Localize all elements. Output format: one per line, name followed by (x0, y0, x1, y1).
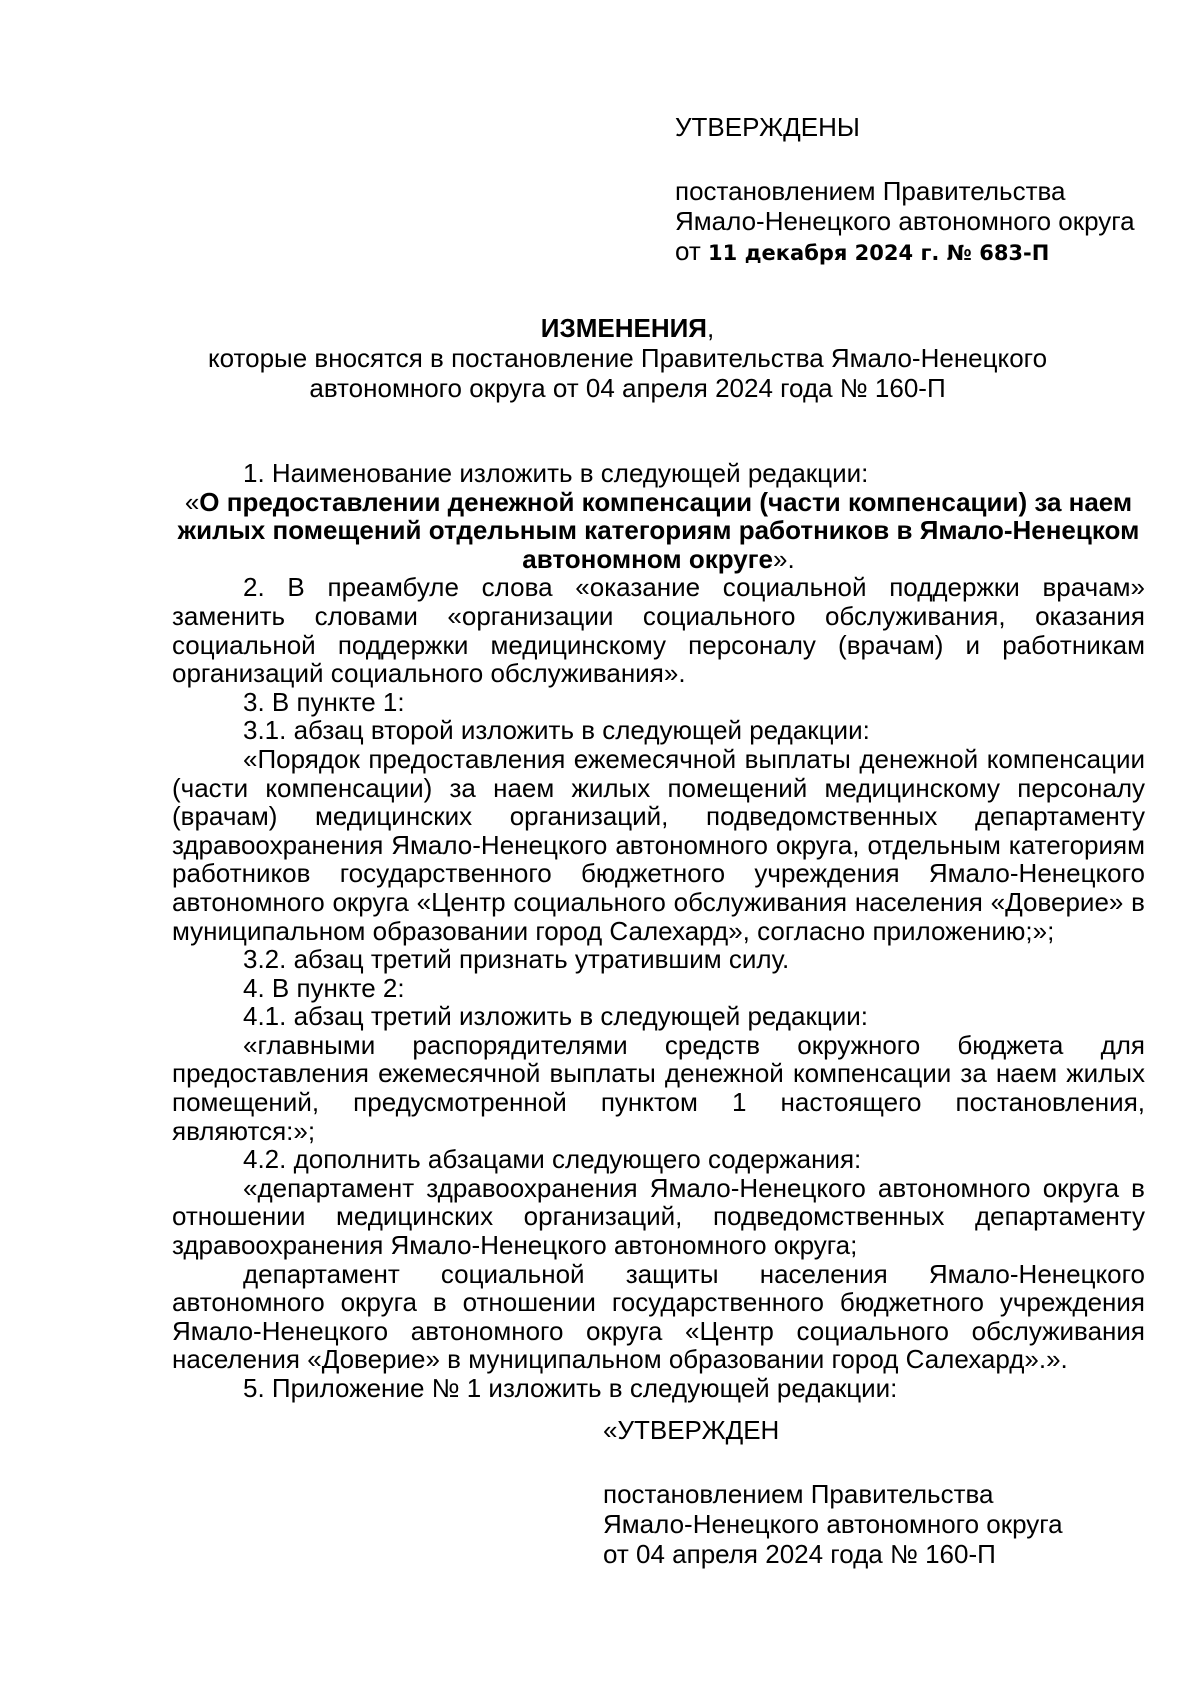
heading-title: ИЗМЕНЕНИЯ (540, 313, 707, 343)
paragraph-4: 4. В пункте 2: (243, 972, 405, 1003)
document-heading (170, 313, 1085, 403)
paragraph-3-1-quote: «Порядок предоставления ежемесячной выплаты денежной компенсации (части компенсации) за наем жилых помещений медицинскому персоналу (врачам) медицинских организаций, подведомственных департаменту здравоохранения Ямало-Ненецкого автономного округа, отдельным категориям работников государственного бюджетного учреждения Ямало-Ненецкого автономного округа «Центр социального обслуживания населения «Доверие» в муниципальном образовании город Салехард», согласно приложению;»; (172, 743, 1145, 946)
paragraph-5: 5. Приложение № 1 изложить в следующей редакции: (243, 1373, 898, 1403)
approval-line-3 (675, 236, 1175, 268)
approval-line-1: постановлением Правительства (675, 176, 1066, 206)
appendix-stamp (603, 1415, 1123, 1569)
approval-stamp (675, 112, 1175, 268)
paragraph-4-2-quote-1: «департамент здравоохранения Ямало-Ненецкого автономного округа в отношении медицинских организаций, подведомственных департаменту здравоохранения Ямало-Ненецкого автономного округа; (172, 1172, 1145, 1261)
heading-title-line (170, 313, 1085, 343)
paragraph-3: 3. В пункте 1: (243, 686, 405, 717)
appendix-line-2: Ямало-Ненецкого автономного округа (603, 1509, 1063, 1539)
document-body (172, 459, 1145, 1403)
heading-subtitle: которые вносятся в постановление Правительства Ямало-Ненецкого автономного округа от 04 апреля 2024 года № 160-П (207, 343, 1048, 403)
approval-number: № 683-П (946, 241, 1050, 265)
paragraph-2: 2. В преамбуле слова «оказание социальной поддержки врачам» заменить словами «организации социального обслуживания, оказания социальной поддержки медицинскому персоналу (врачам) и работникам организаций социального обслуживания». (172, 572, 1145, 689)
approval-date-prefix: от (675, 236, 709, 266)
appendix-line-3: от 04 апреля 2024 года № 160-П (603, 1539, 996, 1569)
heading-title-suffix: , (707, 313, 715, 343)
approval-line-2: Ямало-Ненецкого автономного округа (675, 206, 1135, 236)
paragraph-1-quote (172, 488, 1145, 574)
approval-title: УТВЕРЖДЕНЫ (675, 112, 860, 142)
paragraph-1: 1. Наименование изложить в следующей редакции: (243, 458, 869, 488)
quote-close: ». (773, 543, 795, 574)
paragraph-4-2-quote-2: департамент социальной защиты населения Ямало-Ненецкого автономного округа в отношении государственного бюджетного учреждения Ямало-Ненецкого автономного округа «Центр социального обслуживания населения «Доверие» в муниципальном образовании город Салехард».». (172, 1258, 1145, 1375)
approval-date: 11 декабря 2024 г. (708, 241, 940, 265)
paragraph-3-1: 3.1. абзац второй изложить в следующей редакции: (243, 715, 870, 746)
appendix-title: «УТВЕРЖДЕН (603, 1415, 780, 1445)
appendix-line-1: постановлением Правительства (603, 1479, 994, 1509)
paragraph-4-1-quote: «главными распорядителями средств окружного бюджета для предоставления ежемесячной выплаты денежной компенсации за наем жилых помещений, предусмотренной пунктом 1 настоящего постановления, являются:»; (172, 1029, 1145, 1146)
quote-open: « (184, 486, 200, 517)
appendix-spacer (603, 1445, 1123, 1479)
paragraph-4-2: 4.2. дополнить абзацами следующего содержания: (243, 1144, 862, 1175)
new-title: О предоставлении денежной компенсации (части компенсации) за наем жилых помещений отдельным категориям работников в Ямало-Ненецком автономном округе (177, 486, 1140, 574)
paragraph-4-1: 4.1. абзац третий изложить в следующей редакции: (243, 1001, 868, 1032)
paragraph-3-2: 3.2. абзац третий признать утратившим силу. (243, 944, 790, 975)
